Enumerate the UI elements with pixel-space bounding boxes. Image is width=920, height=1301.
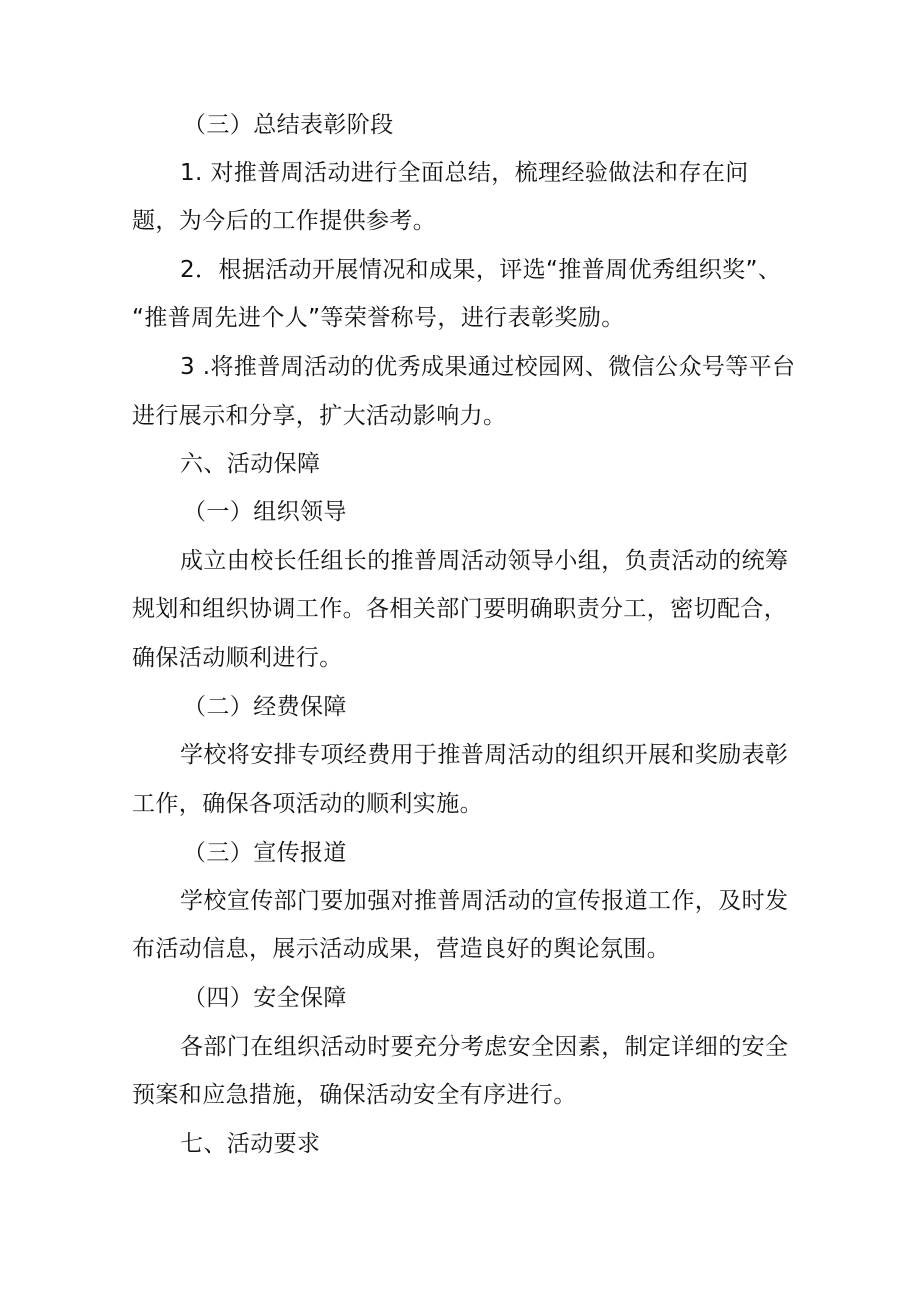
paragraph-line: 各部门在组织活动时要充分考虑安全因素，制定详细的安全 (180, 1034, 789, 1060)
subsection-heading-organization: （一）组织领导 (183, 499, 347, 525)
subsection-heading-publicity: （三）宣传报道 (183, 840, 347, 866)
paragraph-line: 2．根据活动开展情况和成果，评选“推普周优秀组织奖”、 (180, 257, 782, 283)
paragraph-line: 学校宣传部门要加强对推普周活动的宣传报道工作，及时发 (180, 888, 789, 914)
paragraph-line: 学校将安排专项经费用于推普周活动的组织开展和奖励表彰 (180, 742, 789, 768)
paragraph-line: 进行展示和分享，扩大活动影响力。 (132, 403, 507, 429)
subsection-heading-safety: （四）安全保障 (183, 985, 347, 1011)
subsection-heading-funding: （二）经费保障 (183, 694, 347, 720)
section-heading-activity-support: 六、活动保障 (180, 451, 321, 477)
paragraph-line: 确保活动顺利进行。 (132, 645, 343, 671)
paragraph-line: 题，为今后的工作提供参考。 (132, 208, 437, 234)
section-heading-activity-requirements: 七、活动要求 (180, 1131, 321, 1157)
paragraph-line: 工作，确保各项活动的顺利实施。 (132, 791, 483, 817)
paragraph-line: 1. 对推普周活动进行全面总结，梳理经验做法和存在问 (180, 160, 749, 186)
section-heading-summary-stage: （三）总结表彰阶段 (183, 112, 394, 138)
paragraph-line: “推普周先进个人”等荣誉称号，进行表彰奖励。 (132, 305, 625, 331)
paragraph-line: 成立由校长任组长的推普周活动领导小组，负责活动的统筹 (180, 548, 789, 574)
paragraph-line: 布活动信息，展示活动成果，营造良好的舆论氛围。 (132, 936, 671, 962)
paragraph-line: 预案和应急措施，确保活动安全有序进行。 (132, 1082, 577, 1108)
paragraph-line: 3 .将推普周活动的优秀成果通过校园网、微信公众号等平台 (180, 354, 796, 380)
paragraph-line: 规划和组织协调工作。各相关部门要明确职责分工，密切配合， (132, 596, 788, 622)
